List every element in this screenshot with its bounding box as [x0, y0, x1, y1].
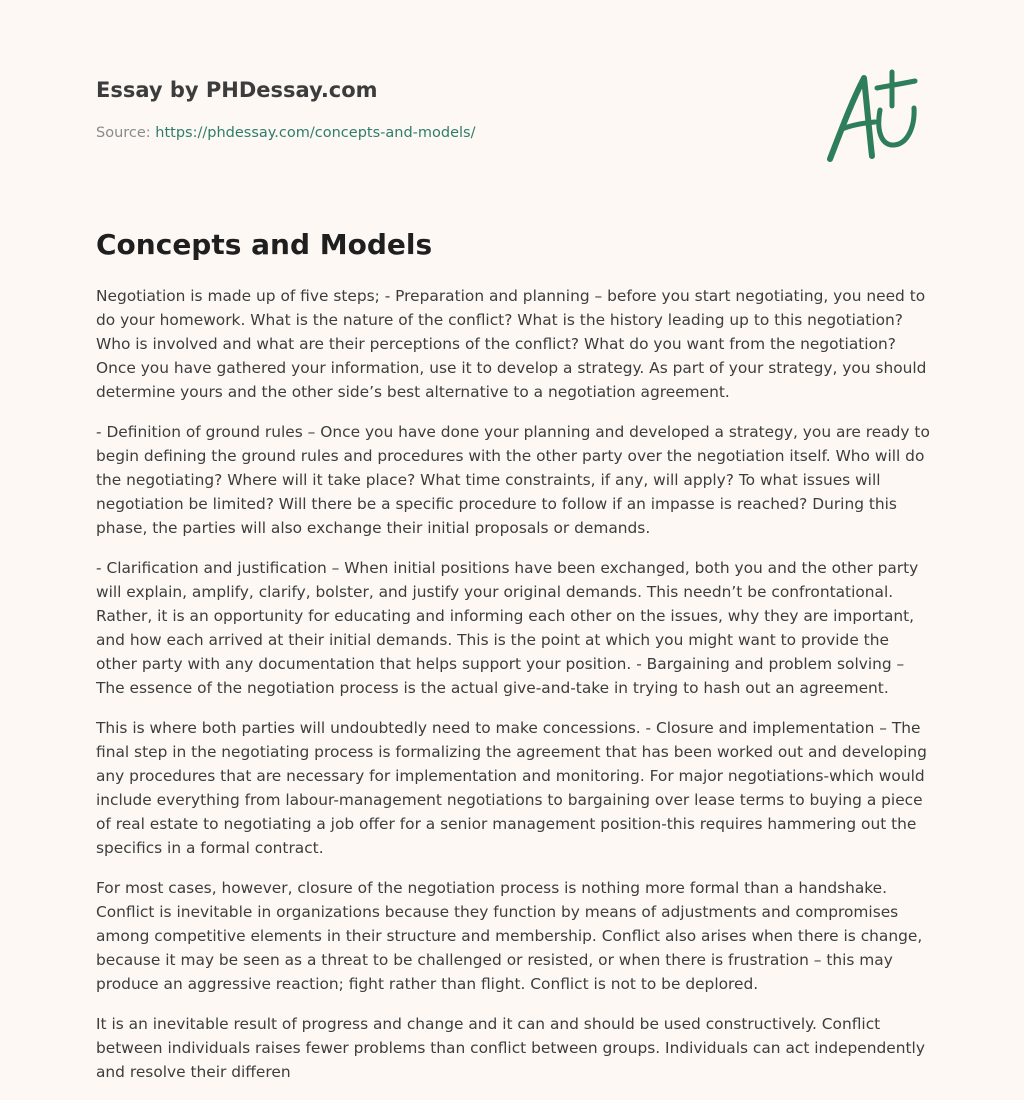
source-link[interactable]: https://phdessay.com/concepts-and-models/ — [155, 125, 476, 141]
a-plus-grade-icon — [820, 66, 930, 166]
article-title: Concepts and Models — [96, 228, 433, 261]
article-paragraph: - Clarification and justification – When initial positions have been exchanged, both you and the other party will explain, amplify, clarify, bolster, and justify your original demands. This needn’t be confrontational. Rather, it is an opportunity for educating and informing each other on the issues, why they are important, and how each arrived at their initial demands. This is the point at which you might want to provide the other party with any documentation that helps support your position. - Bargaining and problem solving – The essence of the negotiation process is the actual give-and-take in trying to hash out an agreement. — [96, 559, 919, 697]
article-paragraph: - Definition of ground rules – Once you have done your planning and developed a strategy, you are ready to begin defining the ground rules and procedures with the other party over the negotiation itself. Who will do the negotiating? Where will it take place? What time constraints, if any, will apply? To what issues will negotiation be limited? Will there be a specific procedure to follow if an impasse is reached? During this phase, the parties will also exchange their initial proposals or demands. — [96, 423, 930, 537]
article-paragraph: It is an inevitable result of progress and change and it can and should be used constructively. Conflict between individuals raises fewer problems than conflict between groups. Individuals can act independently and resolve their differen — [96, 1015, 925, 1081]
article-paragraph: For most cases, however, closure of the negotiation process is nothing more formal than a handshake. Conflict is inevitable in organizations because they function by means of adjustments and compromises among competitive elements in their structure and membership. Conflict also arises when there is change, because it may be seen as a threat to be challenged or resisted, or when there is frustration – this may produce an aggressive reaction; fight rather than flight. Conflict is not to be deplored. — [96, 879, 923, 993]
article-paragraph: This is where both parties will undoubtedly need to make concessions. - Closure and implementation – The final step in the negotiating process is formalizing the agreement that has been worked out and developing any procedures that are necessary for implementation and monitoring. For major negotiations-which would include everything from labour-management negotiations to bargaining over lease terms to buying a piece of real estate to negotiating a job offer for a senior management position-this requires hammering out the specifics in a formal contract. — [96, 719, 927, 857]
source-line — [96, 123, 696, 143]
brand-title: Essay by PHDessay.com — [96, 78, 378, 102]
source-label: Source: — [96, 125, 151, 141]
page-header — [96, 76, 696, 143]
article-body — [96, 284, 932, 1100]
article-paragraph: Negotiation is made up of five steps; - Preparation and planning – before you start negotiating, you need to do your homework. What is the nature of the conflict? What is the history leading up to this negotiation? Who is involved and what are their perceptions of the conflict? What do you want from the negotiation? Once you have gathered your information, use it to develop a strategy. As part of your strategy, you should determine yours and the other side’s best alternative to a negotiation agreement. — [96, 287, 927, 401]
